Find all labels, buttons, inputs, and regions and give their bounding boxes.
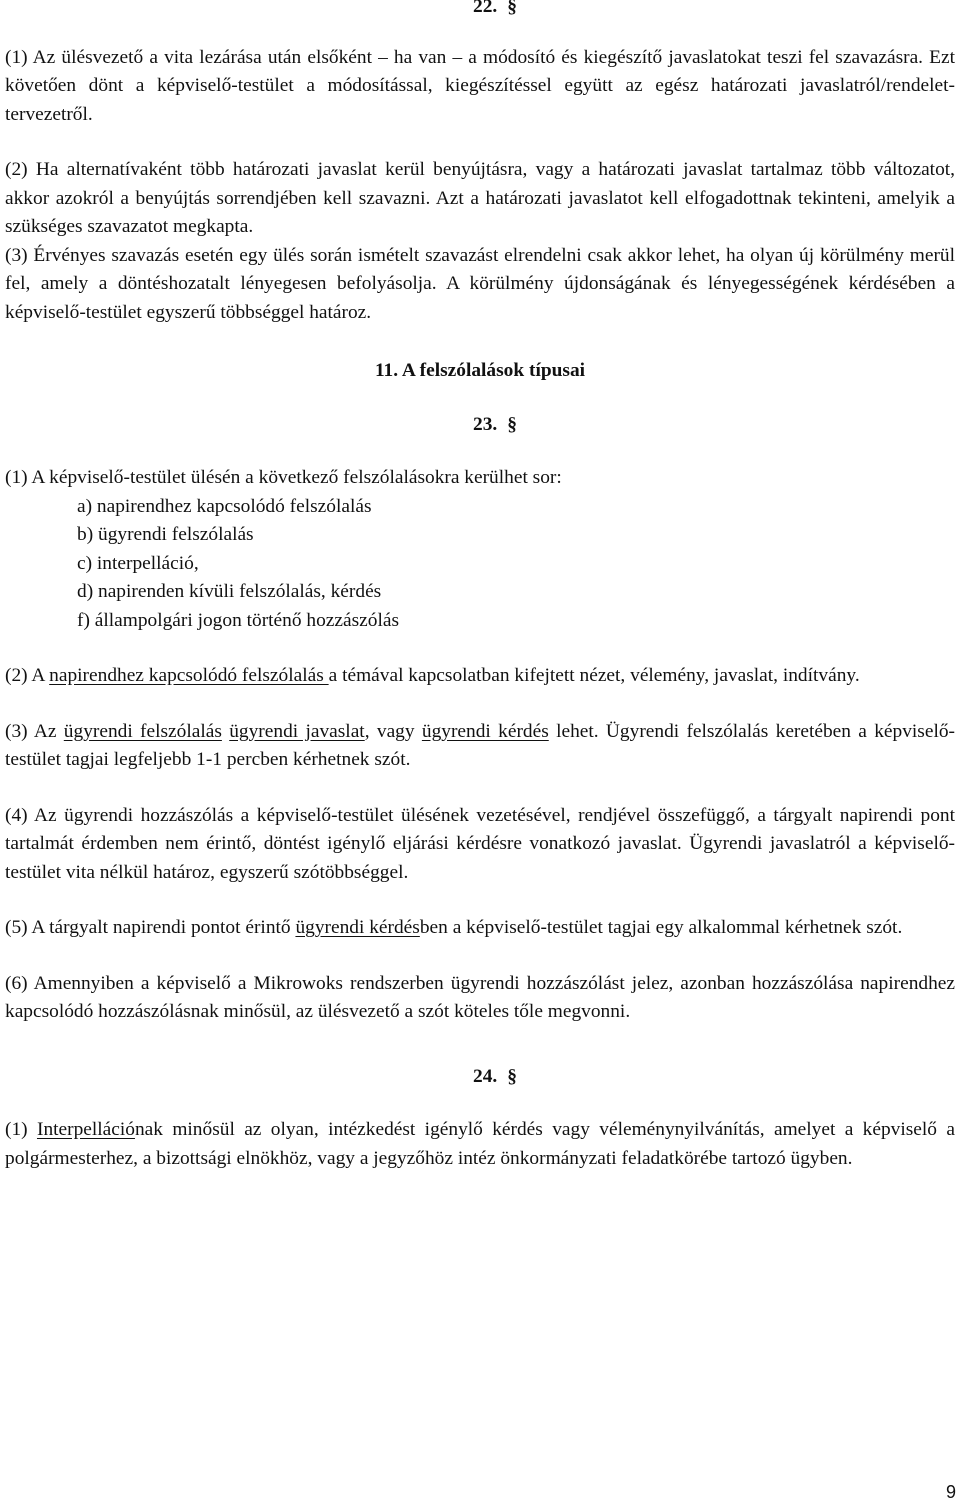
underlined-term: ügyrendi felszólalás (63, 720, 222, 742)
list-item: d) napirenden kívüli felszólalás, kérdés (77, 581, 382, 602)
text-run: lehet. Ügyrendi felszólalás keretében a képviselő-testület tagjai legfeljebb 1-1 percben kérhetnek szót. (5, 720, 956, 770)
underlined-term: napirendhez kapcsolódó felszólalás (49, 665, 329, 686)
underlined-term: Interpelláció (36, 1119, 135, 1140)
text-run: (5) A tárgyalt napirendi pontot érintő (5, 917, 296, 938)
s22-paragraph-2: (2) Ha alternatívaként több határozati javaslat kerül benyújtásra, vagy a határozati javaslat tartalmaz több változatot, akkor azokról a benyújtás sorrendjében kell szavazni. Azt a határozati javaslatot kell elfogadottnak tekinteni, amelyik a szükséges szavazatot megkapta. (5, 159, 955, 237)
section-sign: § (507, 0, 517, 17)
s23-paragraph-1: (1) A képviselő-testület ülésén a következő felszólalásokra kerülhet sor: (5, 467, 562, 488)
s24-paragraph-1 (5, 1116, 955, 1173)
text-run: (2) A (5, 665, 50, 686)
s22-paragraph-1: (1) Az ülésvezető a vita lezárása után elsőként – ha van – a módosító és kiegészítő javaslatokat teszi fel szavazásra. Ezt követően dönt a képviselő-testület a módosítással, kiegészítéssel együtt az egész határozati javaslatról/rendelet-tervezetről. (5, 46, 955, 125)
page-content (5, 0, 955, 1173)
chapter-title: 11. A felszólalások típusai (374, 360, 586, 381)
text-run: (3) Az (5, 720, 64, 742)
list-item: a) napirendhez kapcsolódó felszólalás (77, 495, 372, 517)
underlined-term: ügyrendi kérdés (421, 720, 549, 742)
section-24-heading (5, 1063, 955, 1092)
section-number: 23. (473, 413, 498, 435)
s23-paragraph-4: (4) Az ügyrendi hozzászólás a képviselő-testület ülésének vezetésével, rendjével összefüggő, a tárgyalt napirendi pont tartalmát érdemben nem érintő, döntést igénylő eljárási kérdésre vonatkozó javaslat. Ügyrendi javaslatról a képviselő-testület vita nélkül határoz, egyszerű szótöbbséggel. (5, 804, 955, 883)
s23-paragraph-2 (5, 662, 955, 691)
underlined-term: ügyrendi javaslat (229, 720, 365, 742)
text-run: (1) (5, 1119, 37, 1140)
section-number: 22. (473, 0, 498, 17)
list-item: f) állampolgári jogon történő hozzászólás (77, 609, 399, 631)
section-23-heading (5, 411, 955, 440)
text-run: a témával kapcsolatban kifejtett nézet, vélemény, javaslat, indítvány. (328, 665, 860, 686)
page-number: 9 (945, 1482, 956, 1502)
felszolalas-type-list (77, 493, 955, 636)
underlined-term: ügyrendi kérdés (295, 917, 420, 938)
s22-paragraph-3: (3) Érvényes szavazás esetén egy ülés során ismételt szavazást elrendelni csak akkor lehet, ha olyan új körülmény merül fel, amely a döntéshozatalt lényegesen befolyásolja. A körülmény újdonságának és lényegességének kérdésében a képviselő-testület egyszerű többséggel határoz. (5, 244, 955, 323)
text-run: ben a képviselő-testület tagjai egy alkalommal kérhetnek szót. (419, 917, 903, 938)
s23-paragraph-5 (5, 914, 955, 943)
section-sign: § (507, 1065, 517, 1087)
text-run: nak minősül az olyan, intézkedést igénylő kérdés vagy véleménynyilvánítás, amelyet a képviselő a polgármesterhez, a bizottsági elnökhöz, vagy a jegyzőhöz intéz önkormányzati feladatkörébe tartozó ügyben. (5, 1119, 955, 1169)
s23-paragraph-6: (6) Amennyiben a képviselő a Mikrowoks rendszerben ügyrendi hozzászólást jelez, azonban hozzászólása napirendhez kapcsolódó hozzászólásnak minősül, az ülésvezető a szót köteles tőle megvonni. (5, 972, 955, 1022)
text-run: , vagy (364, 720, 422, 742)
list-item: c) interpelláció, (77, 552, 199, 574)
list-item: b) ügyrendi felszólalás (77, 524, 254, 545)
s23-paragraph-3 (5, 718, 955, 775)
section-number: 24. (473, 1065, 498, 1087)
section-22-heading (5, 0, 955, 22)
section-sign: § (507, 413, 517, 435)
